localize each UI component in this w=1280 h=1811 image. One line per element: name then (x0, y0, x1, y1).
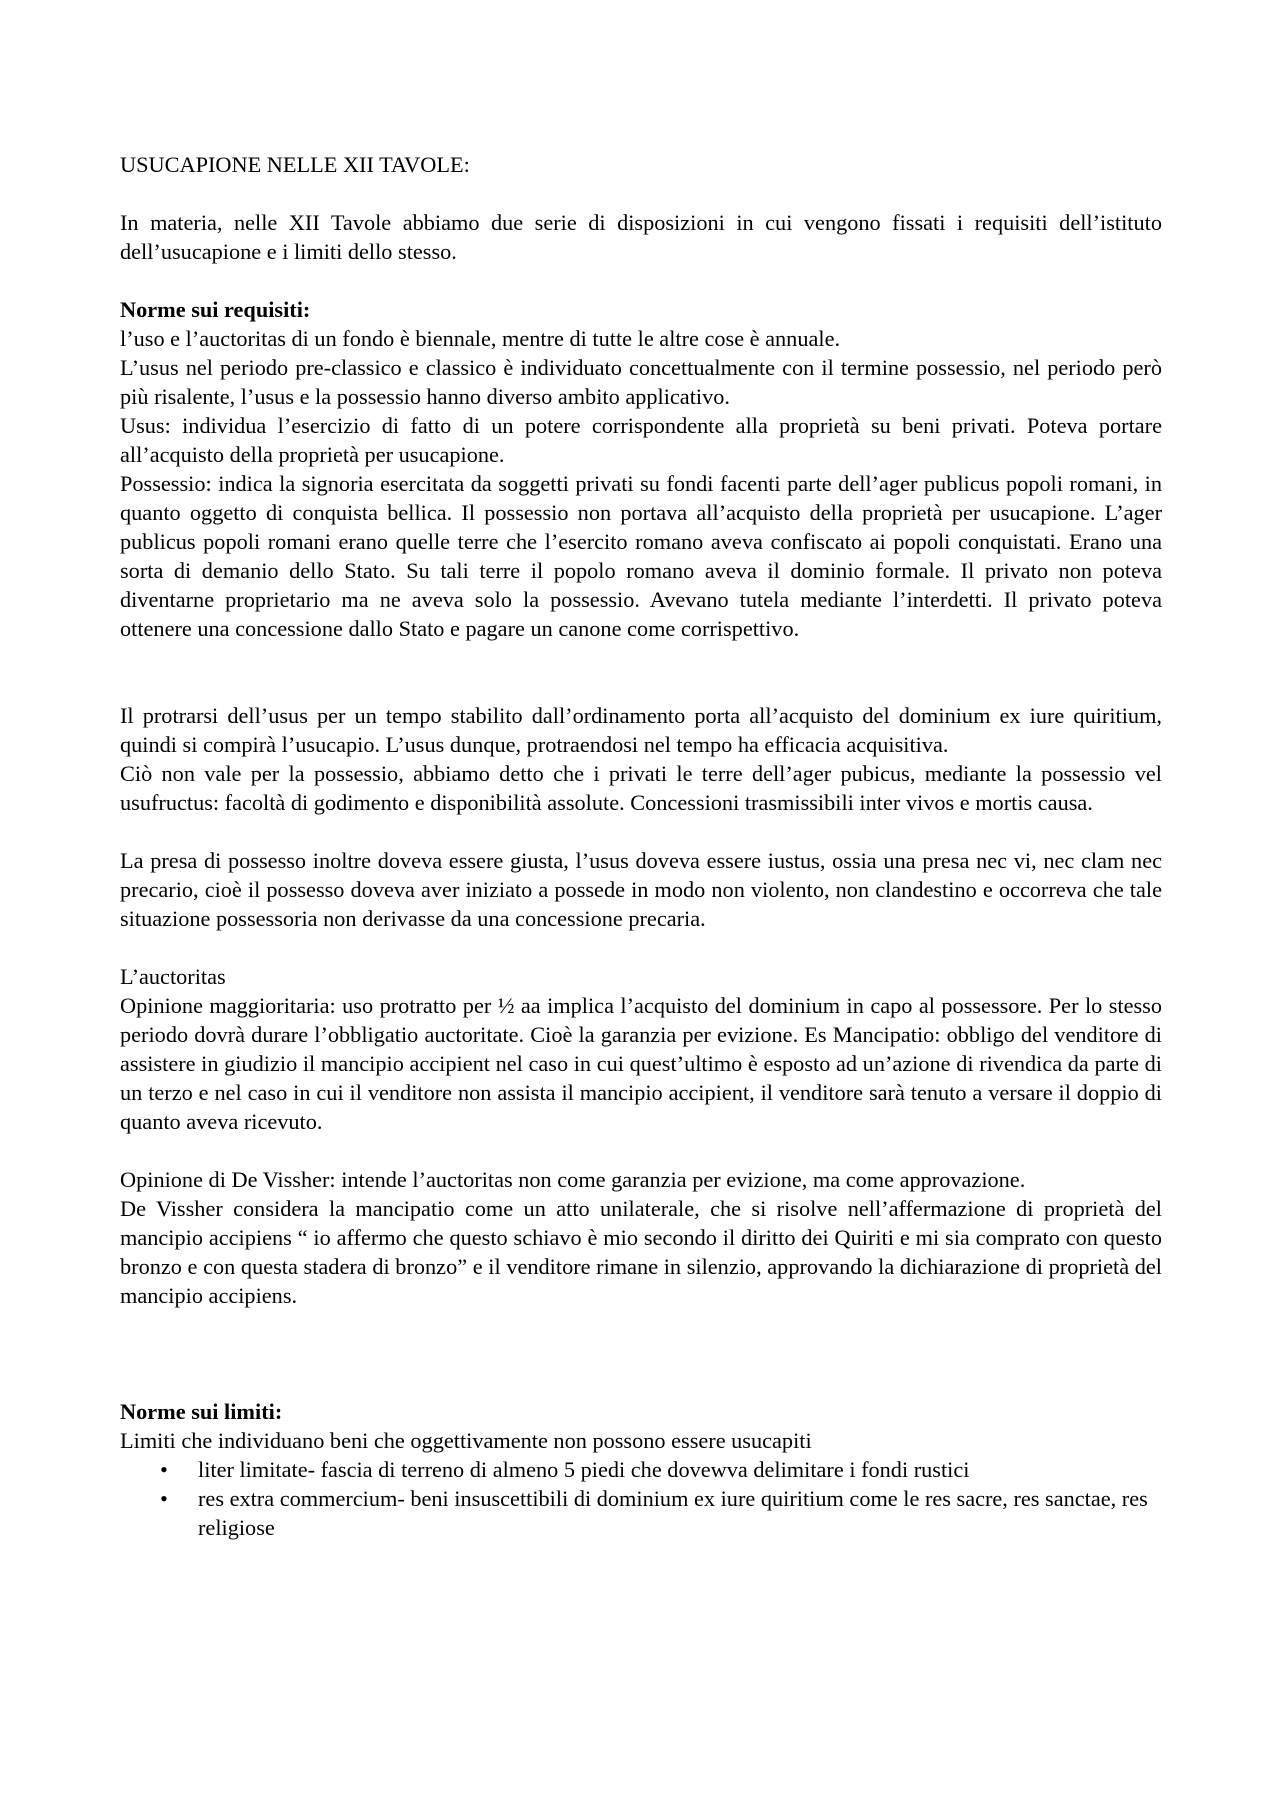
auctoritas-label: L’auctoritas (120, 964, 226, 989)
limiti-list (120, 1455, 1162, 1542)
requisiti-paragraph-1: l’uso e l’auctoritas di un fondo è biennale, mentre di tutte le altre cose è annuale. (120, 326, 841, 351)
document-title: USUCAPIONE NELLE XII TAVOLE: (120, 152, 470, 177)
intro-paragraph: In materia, nelle XII Tavole abbiamo due serie di disposizioni in cui vengono fissati i requisiti dell’istituto dell’usucapione e i limiti dello stesso. (120, 210, 1162, 264)
spacer (120, 817, 1162, 846)
spacer (120, 266, 1162, 295)
vissher-paragraph-1: Opinione di De Vissher: intende l’auctoritas non come garanzia per evizione, ma come approvazione. (120, 1167, 1026, 1192)
list-item-text: res extra commercium- beni insuscettibili di dominium ex iure quiritium come le res sacre, res sanctae, res religiose (198, 1486, 1148, 1540)
protrarsi-paragraph-1: Il protrarsi dell’usus per un tempo stabilito dall’ordinamento porta all’acquisto del dominium ex iure quiritium, quindi si compirà l’usucapio. L’usus dunque, protraendosi nel tempo ha efficacia acquisitiva. (120, 703, 1162, 757)
spacer (120, 179, 1162, 208)
requisiti-paragraph-4: Possessio: indica la signoria esercitata da soggetti privati su fondi facenti parte dell’ager publicus popoli romani, in quanto oggetto di conquista bellica. Il possessio non portava all’acquisto della proprietà per usucapione. L’ager publicus popoli romani erano quelle terre che l’esercito romano aveva confiscato ai popoli conquistati. Erano una sorta di demanio dello Stato. Su tali terre il popolo romano aveva il dominio formale. Il privato non poteva diventarne proprietario ma ne aveva solo la possessio. Avevano tutela mediante l’interdetti. Il privato poteva ottenere una concessione dallo Stato e pagare un canone come corrispettivo. (120, 471, 1162, 641)
requisiti-heading: Norme sui requisiti: (120, 297, 311, 322)
auctoritas-paragraph: Opinione maggioritaria: uso protratto per ½ aa implica l’acquisto del dominium in capo al possessore. Per lo stesso periodo dovrà durare l’obbligatio auctoritate. Cioè la garanzia per evizione. Es Mancipatio: obbligo del venditore di assistere in giudizio il mancipio accipient nel caso in cui quest’ultimo è esposto ad un’azione di rivendica da parte di un terzo e nel caso in cui il venditore non assista il mancipio accipient, il venditore sarà tenuto a versare il doppio di quanto aveva ricevuto. (120, 993, 1162, 1134)
requisiti-paragraph-2: L’usus nel periodo pre-classico e classico è individuato concettualmente con il termine possessio, nel periodo però più risalente, l’usus e la possessio hanno diverso ambito applicativo. (120, 355, 1162, 409)
protrarsi-paragraph-2: Ciò non vale per la possessio, abbiamo detto che i privati le terre dell’ager pubicus, mediante la possessio vel usufructus: facoltà di godimento e disponibilità assolute. Concessioni trasmissibili inter vivos e mortis causa. (120, 761, 1162, 815)
presa-paragraph: La presa di possesso inoltre doveva essere giusta, l’usus doveva essere iustus, ossia una presa nec vi, nec clam nec precario, cioè il possesso doveva aver iniziato a possede in modo non violento, non clandestino e occorreva che tale situazione possessoria non derivasse da una concessione precaria. (120, 848, 1162, 931)
spacer (120, 643, 1162, 701)
spacer (120, 1310, 1162, 1397)
vissher-paragraph-2: De Vissher considera la mancipatio come un atto unilaterale, che si risolve nell’affermazione di proprietà del mancipio accipiens “ io affermo che questo schiavo è mio secondo il diritto dei Quiriti e mi sia comprato con questo bronzo e con questa stadera di bronzo” e il venditore rimane in silenzio, approvando la dichiarazione di proprietà del mancipio accipiens. (120, 1196, 1162, 1308)
limiti-intro: Limiti che individuano beni che oggettivamente non possono essere usucapiti (120, 1428, 812, 1453)
list-item (160, 1455, 1162, 1484)
spacer (120, 933, 1162, 962)
limiti-heading: Norme sui limiti: (120, 1399, 283, 1424)
bullet-icon: • (160, 1457, 168, 1482)
spacer (120, 1136, 1162, 1165)
bullet-icon: • (160, 1486, 168, 1511)
list-item (160, 1484, 1162, 1542)
document-page (120, 150, 1162, 1542)
requisiti-paragraph-3: Usus: individua l’esercizio di fatto di un potere corrispondente alla proprietà su beni privati. Poteva portare all’acquisto della proprietà per usucapione. (120, 413, 1162, 467)
list-item-text: liter limitate- fascia di terreno di almeno 5 piedi che dovewva delimitare i fondi rustici (198, 1457, 970, 1482)
